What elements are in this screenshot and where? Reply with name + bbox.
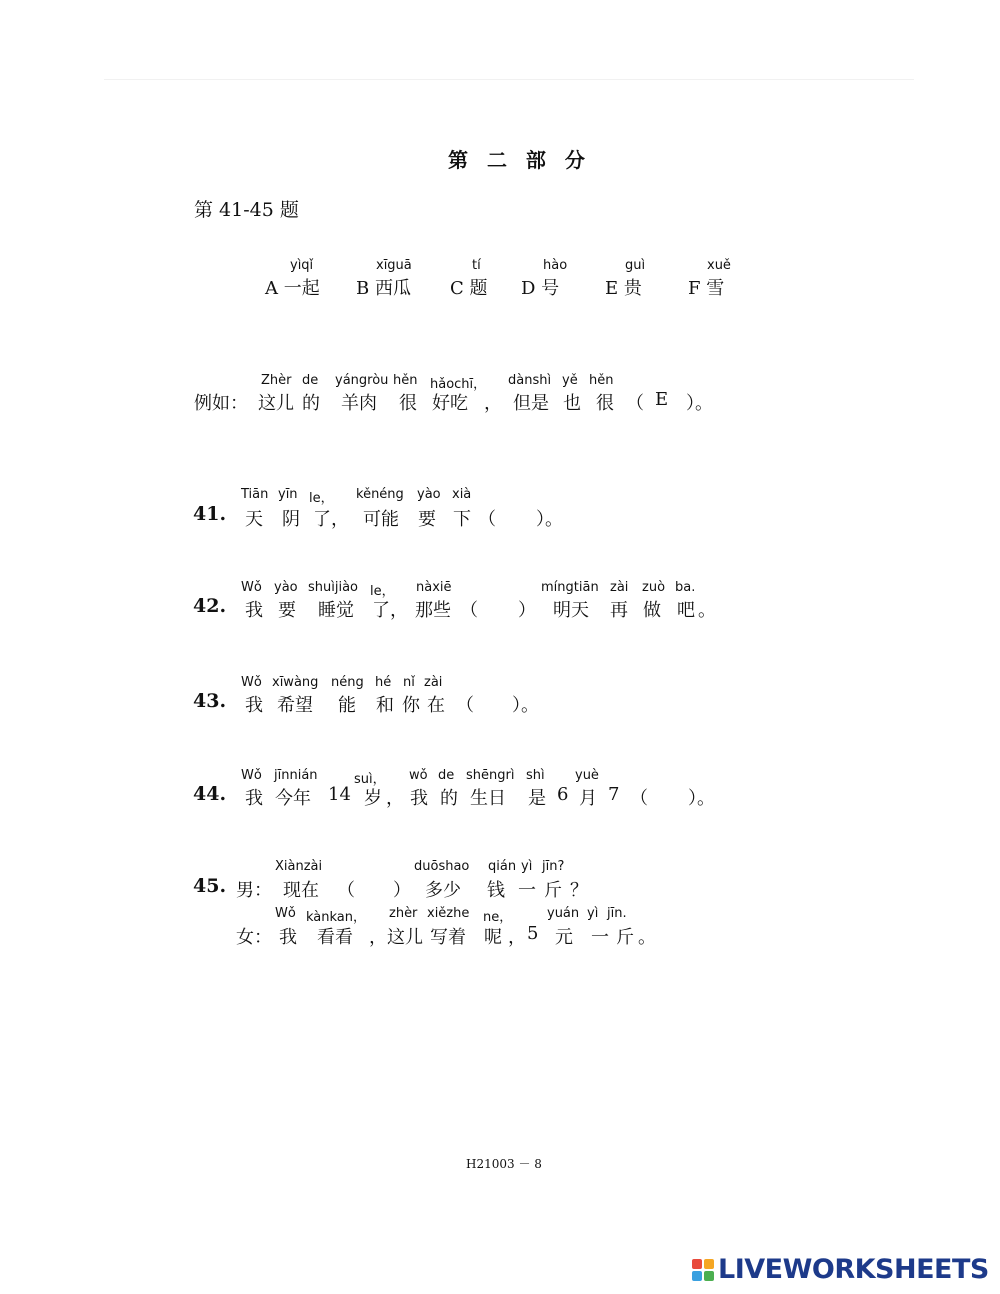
question-number: 42.	[193, 595, 227, 617]
hanzi-word: 那些	[415, 600, 451, 621]
answer-blank-close: ）。	[536, 509, 563, 530]
hanzi-word: 这儿	[258, 393, 294, 414]
option-hanzi: 一起	[283, 278, 320, 299]
example-label: 例如：	[194, 393, 248, 414]
pinyin-word: zài	[610, 580, 629, 595]
option-hanzi: 题	[469, 278, 488, 299]
hanzi-word: 希望	[277, 695, 313, 716]
pinyin-word: yuè	[575, 768, 599, 783]
hanzi-word: 要	[418, 509, 436, 530]
option-f	[688, 274, 724, 300]
pinyin-word: nàxiē	[416, 580, 452, 595]
option-pinyin: tí	[472, 258, 481, 273]
hanzi-word: 能	[338, 695, 356, 716]
pinyin-word: Wǒ	[241, 580, 262, 595]
hanzi-word: 我	[245, 788, 263, 809]
pinyin-word: Wǒ	[275, 906, 296, 921]
pinyin-word: yuán	[547, 906, 580, 921]
hanzi-word: 睡觉	[318, 600, 354, 621]
hanzi-word: 14	[328, 784, 351, 805]
pinyin-word: jīn?	[542, 859, 565, 874]
pinyin-word: yīn	[278, 487, 298, 502]
pinyin-word: zuò	[642, 580, 666, 595]
question-number: 45.	[193, 875, 227, 897]
hanzi-word: （	[626, 393, 644, 414]
hanzi-word: 很	[399, 393, 417, 414]
pinyin-word: zhèr	[389, 906, 418, 921]
pinyin-word: de	[302, 373, 319, 388]
answer-blank-open: （	[337, 880, 355, 901]
page-top-rule	[104, 79, 914, 80]
page-title: 第 二 部 分	[448, 148, 591, 172]
option-b	[356, 274, 411, 300]
hanzi-word: 了，	[372, 600, 408, 621]
section-heading: 第 41-45 题	[194, 199, 299, 221]
pinyin-word: Wǒ	[241, 675, 262, 690]
option-pinyin: guì	[625, 258, 646, 273]
hanzi-word: 呢	[484, 927, 502, 948]
hanzi-word: 。	[638, 927, 656, 948]
liveworksheets-logo[interactable]	[692, 1254, 989, 1285]
hanzi-word: 一	[518, 880, 536, 901]
pinyin-word: shēngrì	[466, 768, 515, 783]
hanzi-word: 很	[596, 393, 614, 414]
hanzi-word: 斤	[544, 880, 562, 901]
pinyin-word: wǒ	[409, 768, 428, 783]
option-letter: D	[521, 278, 536, 299]
hanzi-word: 但是	[513, 393, 549, 414]
hanzi-word: 斤	[616, 927, 634, 948]
pinyin-word: qián	[488, 859, 517, 874]
hanzi-word: 也	[563, 393, 581, 414]
hanzi-word: 岁	[364, 788, 382, 809]
pinyin-word: duōshao	[414, 859, 470, 874]
pinyin-word: yì	[587, 906, 599, 921]
hanzi-word: 。	[698, 600, 716, 621]
pinyin-word: de	[438, 768, 455, 783]
option-e	[605, 274, 642, 300]
hanzi-word: 钱	[487, 880, 505, 901]
hanzi-word: 天	[245, 509, 263, 530]
speaker-label: 男：	[236, 880, 272, 901]
option-letter: A	[265, 278, 278, 299]
pinyin-word: yángròu	[335, 373, 389, 388]
hanzi-word: 要	[278, 600, 296, 621]
answer-blank-open: （	[630, 788, 648, 809]
answer-blank-open: （	[478, 509, 496, 530]
pinyin-word: xīwàng	[272, 675, 319, 690]
answer-blank-open: （	[456, 695, 474, 716]
hanzi-word: 再	[610, 600, 628, 621]
pinyin-word: kànkan，	[306, 910, 367, 925]
option-d	[521, 274, 559, 300]
answer-blank-close: ）。	[512, 695, 539, 716]
question-number: 41.	[193, 503, 227, 525]
option-hanzi: 号	[541, 278, 560, 299]
pinyin-word: míngtiān	[541, 580, 599, 595]
pinyin-word: le，	[370, 584, 395, 599]
pinyin-word: yě	[562, 373, 578, 388]
hanzi-word: 月	[579, 788, 597, 809]
question-number: 43.	[193, 690, 227, 712]
pinyin-word: dànshì	[508, 373, 552, 388]
pinyin-word: yì	[521, 859, 533, 874]
hanzi-word: 元	[555, 927, 573, 948]
pinyin-word: hěn	[589, 373, 614, 388]
pinyin-word: Wǒ	[241, 768, 262, 783]
option-pinyin: xuě	[707, 258, 731, 273]
hanzi-word: 一	[591, 927, 609, 948]
pinyin-word: shuìjiào	[308, 580, 359, 595]
hanzi-word: 是	[528, 788, 546, 809]
pinyin-word: yào	[274, 580, 298, 595]
hanzi-word: 6	[557, 784, 569, 805]
hanzi-word: 可能	[363, 509, 399, 530]
pinyin-word: xià	[452, 487, 472, 502]
pinyin-word: ne，	[483, 910, 513, 925]
option-letter: F	[688, 278, 701, 299]
hanzi-word: 现在	[283, 880, 319, 901]
hanzi-word: 我	[279, 927, 297, 948]
pinyin-word: hǎochī，	[430, 377, 487, 392]
hanzi-word: 阴	[282, 509, 300, 530]
option-letter: B	[356, 278, 370, 299]
hanzi-word: ，	[484, 393, 502, 414]
pinyin-word: Zhèr	[261, 373, 292, 388]
pinyin-word: nǐ	[403, 675, 415, 690]
liveworksheets-logo-icon	[692, 1259, 714, 1281]
pinyin-word: jīnnián	[274, 768, 318, 783]
hanzi-word: 我	[410, 788, 428, 809]
hanzi-word: 这儿	[387, 927, 423, 948]
pinyin-word: jīn.	[607, 906, 627, 921]
hanzi-word: 明天	[553, 600, 589, 621]
hanzi-word: 下	[453, 509, 471, 530]
speaker-label: 女：	[236, 927, 272, 948]
hanzi-word: 了，	[313, 509, 349, 530]
hanzi-word: 做	[643, 600, 661, 621]
hanzi-word: 吧	[677, 600, 695, 621]
hanzi-word: ，	[369, 927, 387, 948]
pinyin-word: Tiān	[241, 487, 269, 502]
hanzi-word: 7	[608, 784, 620, 805]
option-c	[450, 274, 488, 300]
pinyin-word: néng	[331, 675, 364, 690]
hanzi-word: 在	[427, 695, 445, 716]
option-letter: E	[605, 278, 619, 299]
hanzi-word: 和	[376, 695, 394, 716]
option-a	[265, 274, 320, 300]
option-pinyin: yìqǐ	[290, 258, 314, 273]
pinyin-word: yào	[417, 487, 441, 502]
hanzi-word: 生日	[470, 788, 506, 809]
hanzi-word: ？	[570, 880, 588, 901]
answer-blank-close: ）	[393, 880, 411, 901]
hanzi-word: 你	[402, 695, 420, 716]
answer-blank-close: ）。	[688, 788, 715, 809]
question-number: 44.	[193, 783, 227, 805]
pinyin-word: xiězhe	[427, 906, 470, 921]
hanzi-word: 我	[245, 695, 263, 716]
hanzi-word: ）。	[686, 393, 713, 414]
pinyin-word: suì，	[354, 772, 386, 787]
option-pinyin: xīguā	[376, 258, 412, 273]
hanzi-word: 的	[302, 393, 320, 414]
hanzi-word: 今年	[275, 788, 311, 809]
option-hanzi: 西瓜	[374, 278, 411, 299]
brand-name: LIVEWORKSHEETS	[718, 1254, 989, 1285]
pinyin-word: ba.	[675, 580, 696, 595]
pinyin-word: hé	[375, 675, 392, 690]
hanzi-word: 多少	[425, 880, 461, 901]
option-letter: C	[450, 278, 464, 299]
pinyin-word: hěn	[393, 373, 418, 388]
pinyin-word: le，	[309, 491, 334, 506]
pinyin-word: zài	[424, 675, 443, 690]
option-hanzi: 雪	[706, 278, 725, 299]
hanzi-word: 的	[440, 788, 458, 809]
hanzi-word: 羊肉	[341, 393, 377, 414]
hanzi-word: 我	[245, 600, 263, 621]
option-hanzi: 贵	[623, 278, 642, 299]
pinyin-word: Xiànzài	[275, 859, 323, 874]
hanzi-word: 5	[527, 923, 539, 944]
hanzi-word: 看看	[317, 927, 353, 948]
page-footer: H21003 － 8	[466, 1157, 542, 1171]
hanzi-word: ，	[386, 788, 404, 809]
answer-blank-close: ）	[518, 600, 536, 621]
pinyin-word: kěnéng	[356, 487, 404, 502]
hanzi-word: 好吃	[432, 393, 468, 414]
option-pinyin: hào	[543, 258, 568, 273]
hanzi-word: ，	[508, 927, 526, 948]
hanzi-word: 写着	[430, 927, 466, 948]
example-answer: E	[655, 389, 669, 410]
pinyin-word: shì	[526, 768, 545, 783]
answer-blank-open: （	[460, 600, 478, 621]
